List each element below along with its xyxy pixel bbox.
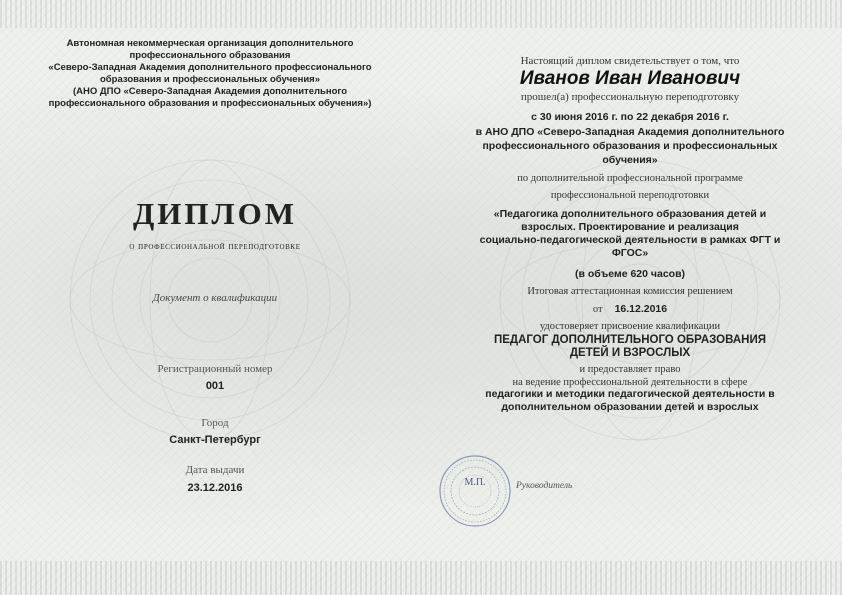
org-line: в АНО ДПО «Северо-Западная Академия дополнительного: [475, 126, 785, 138]
certifies-text: удостоверяет присвоение квалификации: [539, 321, 721, 332]
program-line: взрослых. Проектирование и реализация: [521, 221, 739, 233]
document-type: Документ о квалификации: [152, 292, 278, 304]
activity-line: педагогики и методики педагогической деятельности в: [485, 388, 775, 400]
recipient-name: Иванов Иван Иванович: [519, 68, 741, 89]
activity-line: дополнительном образовании детей и взрослых: [501, 401, 759, 413]
director-signature-label: Руководитель: [516, 481, 573, 491]
program-line: социально-педагогической деятельности в рамках ФГТ и: [479, 234, 781, 246]
program-line: ФГОС»: [611, 247, 649, 259]
decision-prefix: от: [592, 304, 603, 315]
issue-date-label: Дата выдачи: [185, 464, 245, 476]
org-line: (АНО ДПО «Северо-Западная Академия дополнительного: [72, 86, 348, 97]
org-line: обучения»: [602, 154, 658, 166]
issue-date-value: 23.12.2016: [187, 482, 243, 494]
passed-text: прошел(а) профессиональную переподготовку: [520, 91, 740, 103]
training-organization: [440, 125, 820, 167]
program-type: профессиональной переподготовки: [550, 190, 710, 201]
document-title: ДИПЛОМ: [132, 196, 298, 231]
org-line: профессионального образования и профессиональных обучения»): [48, 98, 372, 109]
decision-date-line: [440, 303, 820, 315]
seal-stamp-icon: [438, 454, 512, 528]
grants-text: и предоставляет право: [579, 364, 681, 375]
qualification-line: ПЕДАГОГ ДОПОЛНИТЕЛЬНОГО ОБРАЗОВАНИЯ: [494, 334, 766, 346]
activity-area: [440, 388, 820, 414]
org-line: Автономная некоммерческая организация дополнительного: [66, 38, 354, 49]
city-value: Санкт-Петербург: [169, 434, 261, 446]
program-intro: по дополнительной профессиональной программе: [517, 173, 743, 184]
org-line: образования и профессиональных обучения»: [99, 74, 320, 85]
stamp-label: М.П.: [464, 477, 486, 488]
registration-number: 001: [205, 380, 225, 392]
org-line: профессионального образования: [129, 50, 291, 61]
commission-text: Итоговая аттестационная комиссия решением: [527, 286, 733, 297]
registration-number-label: Регистрационный номер: [157, 363, 273, 375]
city-label: Город: [201, 417, 229, 429]
program-line: «Педагогика дополнительного образования детей и: [493, 208, 767, 220]
training-period: с 30 июня 2016 г. по 22 декабря 2016 г.: [531, 111, 729, 123]
qualification-line: ДЕТЕЙ И ВЗРОСЛЫХ: [569, 347, 691, 359]
testify-text: Настоящий диплом свидетельствует о том, что: [520, 55, 740, 67]
qualification-title: [440, 334, 820, 360]
issuing-organization: [20, 38, 400, 110]
program-hours: (в объеме 620 часов): [574, 268, 686, 280]
org-line: профессионального образования и профессиональных: [482, 140, 778, 152]
org-line: «Северо-Западная Академия дополнительного профессионального: [48, 62, 372, 73]
activity-area-intro: на ведение профессиональной деятельности в сфере: [512, 377, 748, 388]
program-name: [440, 208, 820, 260]
document-subtitle: о профессиональной переподготовке: [129, 241, 301, 252]
decision-date: 16.12.2016: [614, 303, 668, 315]
